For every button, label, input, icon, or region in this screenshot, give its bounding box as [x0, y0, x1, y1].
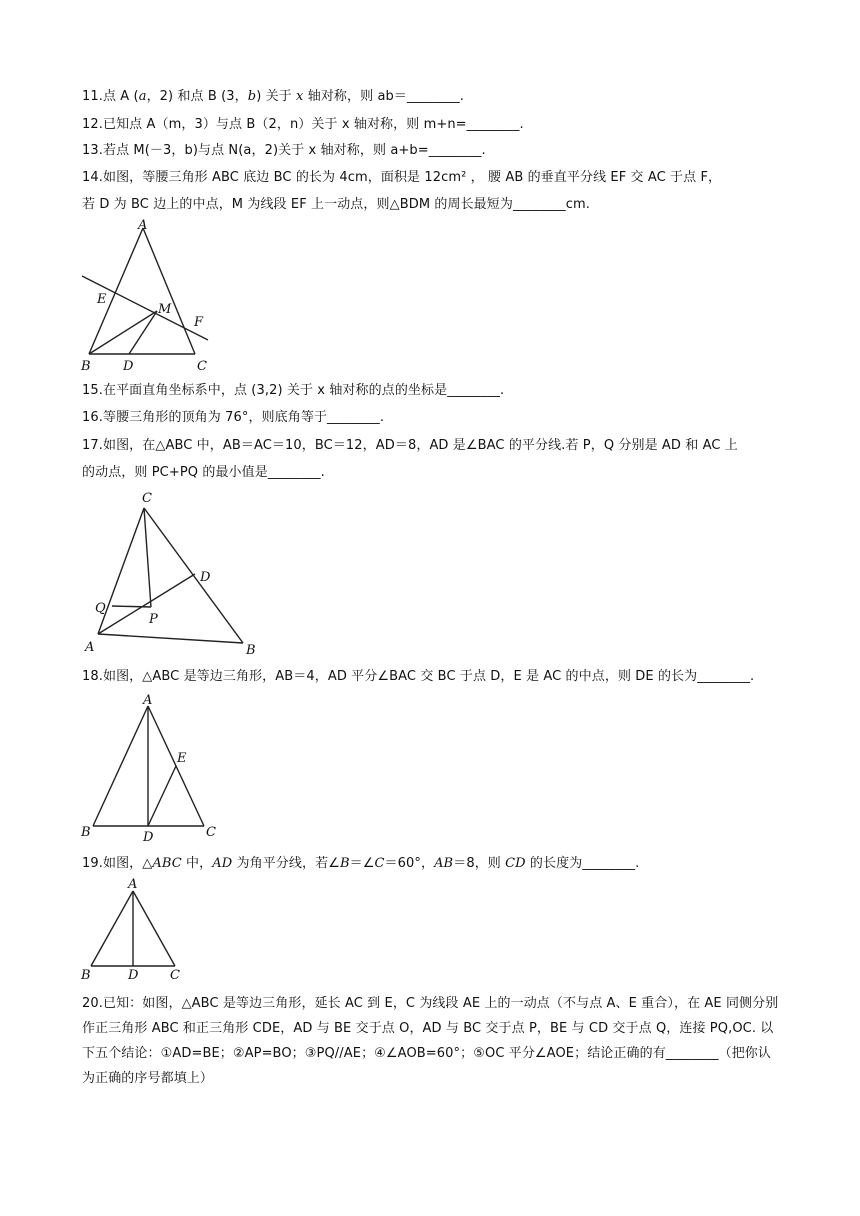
label-c: C	[206, 825, 216, 840]
label-p: P	[149, 612, 158, 627]
q19-var: AD	[212, 856, 233, 871]
q14-figure	[78, 218, 218, 376]
q19-var: C	[374, 856, 385, 871]
q11-var-b: b	[247, 89, 257, 104]
q11-text: 轴对称，则 ab＝________.	[303, 89, 464, 104]
label-a: A	[85, 640, 95, 655]
q19-figure	[78, 876, 188, 984]
label-c: C	[197, 359, 207, 374]
label-a: A	[128, 877, 138, 892]
q17-figure	[82, 486, 262, 658]
label-c: C	[142, 491, 152, 506]
q19-text: ＝60°，	[384, 856, 435, 871]
label-b: B	[81, 359, 91, 374]
label-d: D	[123, 359, 134, 374]
q19-var: B	[339, 856, 350, 871]
segment-ac	[143, 228, 195, 354]
question-14-line1: 14.如图，等腰三角形 ABC 底边 BC 的长为 4cm，面积是 12cm² ， 腰 AB 的垂直平分线 EF 交 AC 于点 F，	[82, 170, 722, 185]
q18-figure	[80, 690, 230, 845]
segment-cp	[144, 508, 151, 607]
segment-bm	[89, 311, 157, 354]
q11-text: 11.点 A (	[82, 89, 139, 104]
label-d: D	[143, 830, 154, 845]
segment-ac	[133, 891, 175, 966]
question-18: 18.如图，△ABC 是等边三角形，AB＝4，AD 平分∠BAC 交 BC 于点 D，E 是 AC 的中点，则 DE 的长为________.	[82, 669, 755, 684]
q19-text: 19.如图，△	[82, 856, 153, 871]
segment-de	[148, 766, 176, 826]
segment-ab	[89, 228, 143, 354]
question-19	[82, 856, 639, 872]
question-17-line2: 的动点，则 PC+PQ 的最小值是________.	[82, 465, 325, 480]
question-11	[82, 89, 464, 105]
segment-ab	[91, 891, 133, 966]
segment-ab	[98, 634, 243, 643]
label-e: E	[97, 292, 107, 307]
segment-ad	[98, 574, 195, 634]
question-14-line2: 若 D 为 BC 边上的中点，M 为线段 EF 上一动点，则△BDM 的周长最短为________cm.	[82, 197, 591, 212]
q11-var-x: x	[296, 89, 304, 104]
label-q: Q	[95, 601, 106, 616]
question-13: 13.若点 M(－3，b)与点 N(a，2)关于 x 轴对称，则 a+b=________.	[82, 143, 486, 158]
label-d: D	[128, 968, 139, 983]
label-b: B	[246, 643, 256, 658]
label-d: D	[200, 570, 211, 585]
label-m: M	[158, 302, 172, 317]
label-a: A	[138, 218, 148, 233]
q19-var: CD	[505, 856, 526, 871]
label-b: B	[81, 825, 91, 840]
q19-var: AB	[434, 856, 454, 871]
q11-text: ) 关于	[256, 89, 297, 104]
label-f: F	[194, 315, 204, 330]
q11-var-a: a	[138, 89, 147, 104]
question-17-line1: 17.如图，在△ABC 中，AB＝AC＝10，BC＝12，AD＝8，AD 是∠BAC 的平分线.若 P，Q 分别是 AD 和 AC 上	[82, 438, 738, 453]
question-15: 15.在平面直角坐标系中，点 (3,2) 关于 x 轴对称的点的坐标是________.	[82, 383, 505, 398]
q19-text: 中，	[181, 856, 213, 871]
label-c: C	[170, 968, 180, 983]
q19-var: ABC	[152, 856, 182, 871]
segment-dm	[129, 311, 157, 354]
q19-text: ＝8，则	[453, 856, 506, 871]
q19-text: 为角平分线，若∠	[232, 856, 340, 871]
label-a: A	[143, 693, 153, 708]
label-b: B	[81, 968, 91, 983]
segment-qp	[112, 606, 151, 607]
label-e: E	[177, 751, 187, 766]
q11-text: ，2) 和点 B (3，	[146, 89, 248, 104]
segment-ab	[93, 706, 148, 826]
question-12: 12.已知点 A（m，3）与点 B（2，n）关于 x 轴对称，则 m+n=________.	[82, 117, 524, 132]
question-16: 16.等腰三角形的顶角为 76°，则底角等于________.	[82, 410, 385, 425]
q19-text: 的长度为________.	[525, 856, 640, 871]
question-20: 20.已知：如图，△ABC 是等边三角形，延长 AC 到 E，C 为线段 AE 上的一动点（不与点 A、E 重合），在 AE 同侧分别作正三角形 ABC 和正三角形 CDE，AD 与 BE 交于点 O，AD 与 BC 交于点 P，BE 与 CD 交于点 Q，连接 PQ,OC. 以下五个结论：①AD=BE；②AP=BO；③PQ//AE；④∠AOB=60°；⑤OC 平分∠AOE；结论正确的有________（把你认为正确的序号都填上）	[82, 996, 779, 1086]
q19-text: ＝∠	[349, 856, 375, 871]
